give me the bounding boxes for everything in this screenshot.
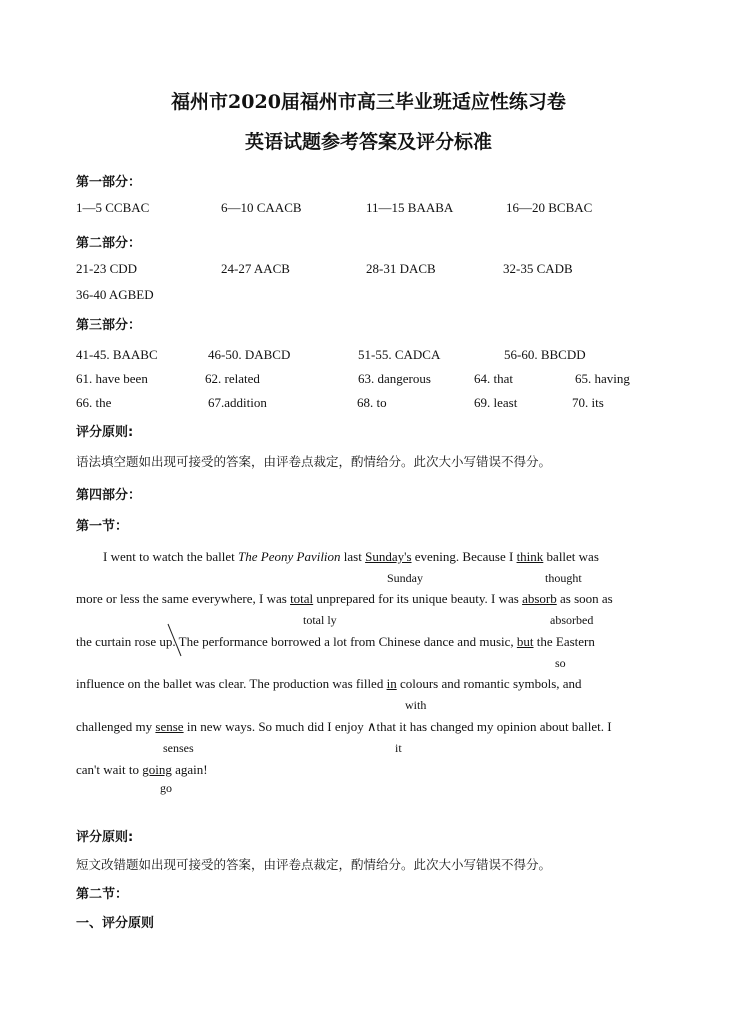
- passage-text: more or less the same everywhere, I was: [76, 591, 291, 606]
- passage-text: can't wait to: [76, 762, 143, 777]
- passage-text: that it has changed my opinion about ballet. I: [376, 719, 612, 734]
- fill-answer: 68. to: [357, 395, 387, 410]
- fill-answer: 64. that: [474, 371, 513, 386]
- answer-group: 16—20 BCBAC: [506, 200, 593, 215]
- passage-text: I went to watch the ballet: [103, 549, 239, 564]
- answer-group: 6—10 CAACB: [221, 200, 302, 215]
- answer-group: 36-40 AGBED: [76, 287, 154, 302]
- answer-group: 56-60. BBCDD: [504, 347, 586, 362]
- section1-heading: 第一节：: [76, 519, 129, 534]
- fill-answer: 66. the: [76, 395, 112, 410]
- answer-group: 11—15 BAABA: [366, 200, 454, 215]
- error-word: going: [142, 762, 172, 777]
- fill-answer: 65. having: [575, 371, 630, 386]
- fill-answer: 61. have been: [76, 371, 148, 386]
- insert-caret: ∧: [367, 719, 377, 734]
- section2-heading: 第二节：: [76, 887, 129, 902]
- passage-text: influence on the ballet was clear. The production was filled: [76, 676, 387, 691]
- correction-word: with: [405, 698, 427, 712]
- correction-word: senses: [163, 741, 194, 755]
- answer-group: 1—5 CCBAC: [76, 200, 150, 215]
- correction-word: absorbed: [550, 613, 594, 627]
- grading-heading: 评分原则:: [76, 830, 134, 845]
- part1-heading: 第一部分：: [76, 175, 142, 190]
- error-word: absorb: [522, 591, 557, 606]
- correction-word: thought: [545, 571, 582, 585]
- fill-answer: 63. dangerous: [358, 371, 431, 386]
- answer-group: 24-27 AACB: [221, 261, 290, 276]
- passage-line-3: [76, 634, 595, 650]
- answer-group: 46-50. DABCD: [208, 347, 291, 362]
- part3-heading: 第三部分：: [76, 318, 142, 333]
- correction-word: go: [160, 781, 172, 795]
- error-word: total: [290, 591, 314, 606]
- passage-text: unprepared for its unique beauty. I was: [313, 591, 523, 606]
- fill-answer: 62. related: [205, 371, 260, 386]
- passage-line-2: [76, 591, 613, 607]
- error-word: Sunday's: [365, 549, 412, 564]
- error-word: in: [386, 676, 397, 691]
- correction-word: Sunday: [387, 571, 423, 585]
- passage-text: again!: [171, 762, 208, 777]
- answer-group: 51-55. CADCA: [358, 347, 441, 362]
- grading-heading: 评分原则:: [76, 425, 134, 440]
- passage-text: colours and romantic symbols, and: [396, 676, 582, 691]
- passage-text: evening. Because I: [411, 549, 517, 564]
- part2-heading: 第二部分：: [76, 236, 142, 251]
- section2-subheading: 一、评分原则: [76, 916, 155, 931]
- passage-line-4: [76, 676, 582, 692]
- fill-answer: 70. its: [572, 395, 604, 410]
- passage-text: last: [340, 549, 366, 564]
- passage-line-5: [76, 719, 612, 735]
- fill-answer: 67.addition: [208, 395, 267, 410]
- error-word: but: [516, 634, 534, 649]
- answer-group: 41-45. BAABC: [76, 347, 158, 362]
- ballet-title: The Peony Pavilion: [238, 549, 341, 564]
- page-title: 福州市2020届福州市高三毕业班适应性练习卷: [171, 91, 566, 113]
- grading-note: 短文改错题如出现可接受的答案，由评卷点裁定，酌情给分。此次大小写错误不得分。: [76, 857, 552, 872]
- error-word: think: [516, 549, 544, 564]
- fill-answer: 69. least: [474, 395, 518, 410]
- correction-word: so: [555, 656, 566, 670]
- strike-mark-icon: [165, 622, 185, 658]
- passage-text: challenged my: [76, 719, 156, 734]
- page-subtitle: 英语试题参考答案及评分标准: [244, 131, 492, 153]
- answer-group: 28-31 DACB: [366, 261, 436, 276]
- answer-group: 21-23 CDD: [76, 261, 138, 276]
- answer-group: 32-35 CADB: [503, 261, 573, 276]
- correction-word: total ly: [303, 613, 337, 627]
- passage-text: the curtain rose up. The performance borrowed a lot from Chinese dance and music,: [76, 634, 517, 649]
- passage-text: the Eastern: [533, 634, 595, 649]
- part4-heading: 第四部分：: [76, 488, 142, 503]
- correction-word: it: [395, 741, 402, 755]
- passage-line-1: [103, 549, 599, 565]
- passage-text: as soon as: [556, 591, 613, 606]
- passage-text: ballet was: [543, 549, 599, 564]
- passage-text: in new ways. So much did I enjoy: [183, 719, 368, 734]
- passage-line-6: [76, 762, 208, 778]
- error-word: sense: [155, 719, 184, 734]
- grading-note: 语法填空题如出现可接受的答案，由评卷点裁定，酌情给分。此次大小写错误不得分。: [76, 454, 552, 469]
